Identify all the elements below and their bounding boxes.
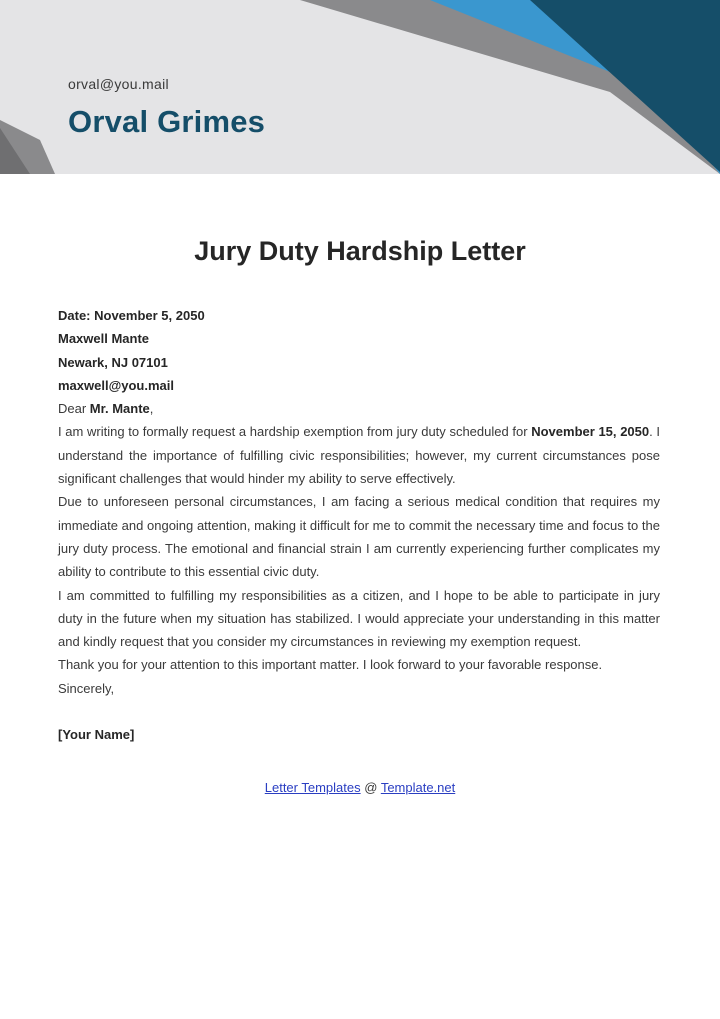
recipient-city: Newark, NJ 07101 [58, 354, 168, 370]
letter-templates-link[interactable]: Letter Templates [264, 780, 361, 795]
salutation-suffix: , [149, 401, 154, 417]
signature: [Your Name] [58, 727, 135, 743]
paragraph-request-start: I am writing to formally request a hardship exemption from jury duty scheduled for [58, 424, 532, 440]
footer-attribution [0, 780, 720, 795]
letter-date: Date: November 5, 2050 [58, 308, 205, 323]
paragraph-circumstances: Due to unforeseen personal circumstances, I am facing a serious medical condition that requires my immediate and ongoing attention, making it difficult for me to commit the necessary time and focus to the jury duty process. The emotional and financial strain I am currently experiencing further complicates my ability to contribute to this essential civic duty. [58, 494, 660, 580]
salutation-prefix: Dear [58, 401, 90, 417]
paragraph-commitment: I am committed to fulfilling my responsibilities as a citizen, and I hope to be able to participate in jury duty in the future when my situation has stabilized. I would appreciate your understanding in this matter and kindly request that you consider my circumstances in reviewing my exemption request. [58, 587, 660, 650]
letter-title: Jury Duty Hardship Letter [194, 236, 526, 266]
closing: Sincerely, [58, 680, 115, 696]
paragraph-thanks: Thank you for your attention to this important matter. I look forward to your favorable response. [58, 657, 603, 673]
signature-spacer [58, 700, 660, 723]
sender-name: Orval Grimes [68, 104, 266, 139]
template-net-link[interactable]: Template.net [380, 780, 456, 795]
jury-duty-date: November 15, 2050 [531, 424, 650, 440]
paragraph-request [58, 420, 660, 490]
recipient-name: Maxwell Mante [58, 331, 150, 347]
paragraph-request-end: . I understand the importance of fulfilling civic responsibilities; however, my current circumstances pose significant challenges that would hinder my ability to serve effectively. [58, 424, 660, 487]
salutation [58, 397, 660, 420]
sender-email: orval@you.mail [68, 76, 169, 92]
letterhead-banner [0, 0, 720, 174]
footer-separator: @ [360, 780, 381, 795]
letter-body [58, 304, 660, 746]
recipient-email: maxwell@you.mail [58, 377, 174, 393]
salutation-name: Mr. Mante [89, 401, 150, 417]
